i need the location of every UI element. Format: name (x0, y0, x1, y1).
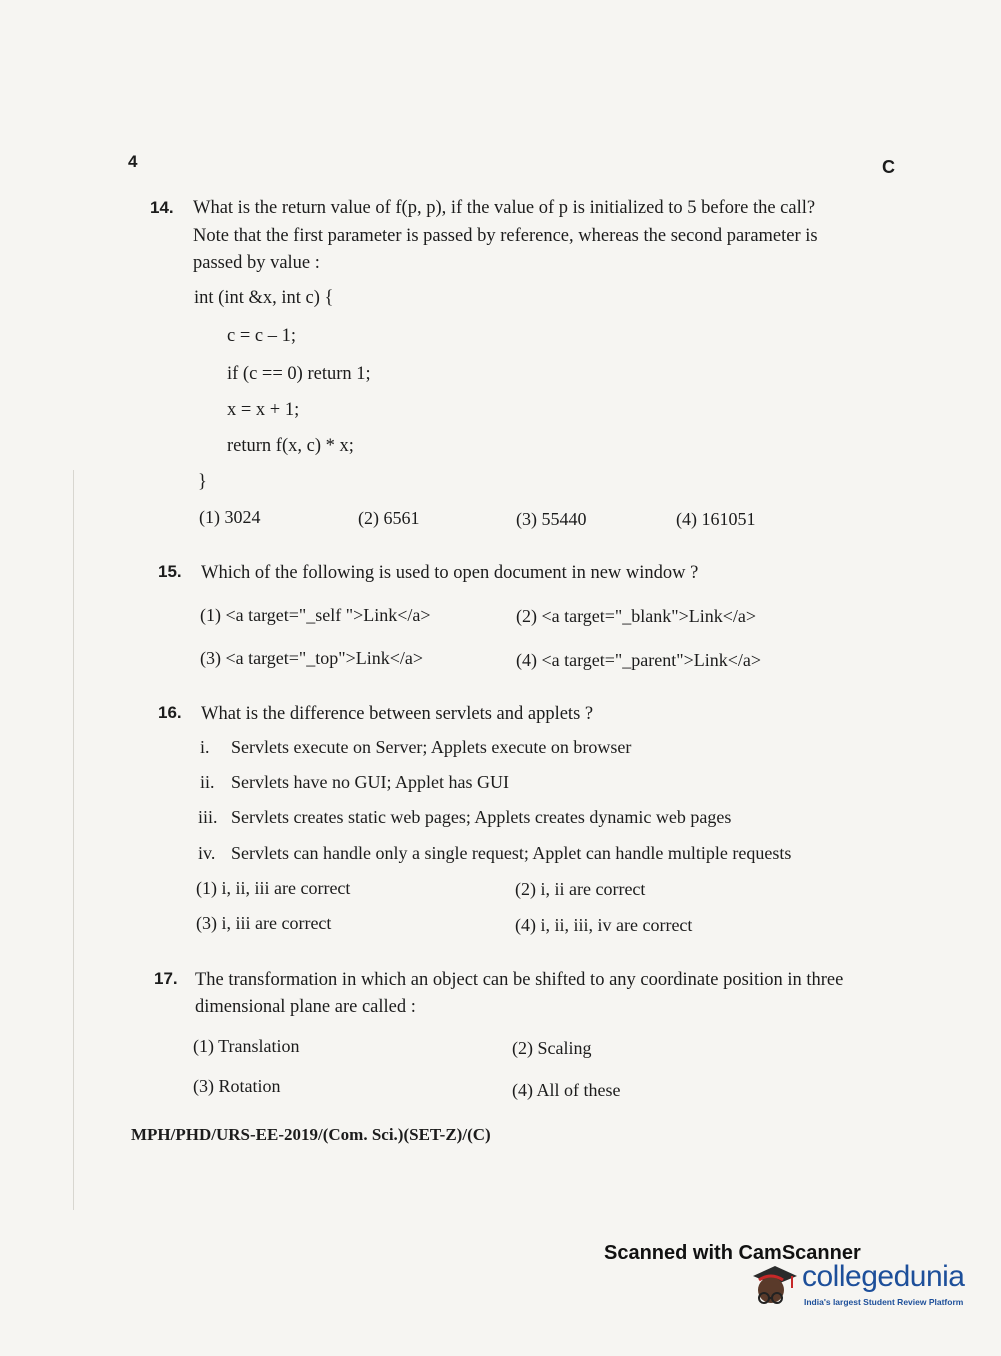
statement-numeral: iv. (198, 843, 216, 863)
answer-option: (3) i, iii are correct (196, 913, 332, 933)
answer-option: (3) <a target="_top">Link</a> (200, 648, 424, 668)
question-text-line: The transformation in which an object can be shifted to any coordinate position in three (195, 970, 844, 990)
question-text-line: Note that the first parameter is passed by reference, whereas the second parameter is (193, 226, 818, 246)
question-text-line: What is the return value of f(p, p), if the value of p is initialized to 5 before the call? (193, 198, 816, 218)
code-line: if (c == 0) return 1; (227, 364, 371, 384)
question-number: 17. (154, 969, 178, 988)
code-line: return f(x, c) * x; (227, 436, 354, 456)
question-text-line: passed by value : (193, 253, 320, 273)
brand-name: collegedunia (802, 1260, 965, 1293)
page-number: 4 (128, 152, 138, 171)
question-number: 15. (158, 562, 182, 581)
question-number: 14. (150, 198, 174, 217)
code-line: int (int &x, int c) { (194, 288, 334, 308)
answer-option: (4) All of these (512, 1080, 621, 1100)
answer-option: (2) 6561 (358, 508, 420, 528)
question-text-line: What is the difference between servlets and applets ? (201, 704, 594, 724)
question-text-line: Which of the following is used to open document in new window ? (201, 563, 699, 583)
answer-option: (4) i, ii, iii, iv are correct (515, 915, 693, 935)
student-mascot-icon (745, 1258, 801, 1314)
answer-option: (1) 3024 (199, 507, 261, 527)
answer-option: (1) Translation (193, 1036, 300, 1056)
paper-code: MPH/PHD/URS-EE-2019/(Com. Sci.)(SET-Z)/(C) (131, 1125, 491, 1144)
statement-text: Servlets execute on Server; Applets execute on browser (231, 737, 632, 757)
answer-option: (2) i, ii are correct (515, 879, 646, 899)
statement-text: Servlets creates static web pages; Applets creates dynamic web pages (231, 807, 732, 827)
statement-text: Servlets have no GUI; Applet has GUI (231, 772, 509, 792)
margin-line (73, 470, 74, 1210)
scan-note: Scanned with CamScanner (604, 1242, 861, 1264)
answer-option: (3) Rotation (193, 1076, 281, 1096)
question-number: 16. (158, 703, 182, 722)
answer-option: (4) 161051 (676, 509, 756, 529)
statement-numeral: iii. (198, 807, 218, 827)
brand-watermark (745, 1258, 975, 1320)
code-line: } (198, 472, 207, 492)
question-text-line: dimensional plane are called : (195, 997, 416, 1017)
set-code: C (882, 157, 895, 177)
answer-option: (2) <a target="_blank">Link</a> (516, 606, 757, 626)
answer-option: (4) <a target="_parent">Link</a> (516, 650, 762, 670)
code-line: x = x + 1; (227, 400, 300, 420)
brand-tagline: India's largest Student Review Platform (804, 1297, 964, 1307)
answer-option: (3) 55440 (516, 509, 587, 529)
answer-option: (2) Scaling (512, 1038, 592, 1058)
statement-text: Servlets can handle only a single request; Applet can handle multiple requests (231, 843, 792, 863)
answer-option: (1) <a target="_self ">Link</a> (200, 605, 431, 625)
code-line: c = c – 1; (227, 326, 296, 346)
answer-option: (1) i, ii, iii are correct (196, 878, 351, 898)
statement-numeral: i. (200, 737, 210, 757)
statement-numeral: ii. (200, 772, 215, 792)
